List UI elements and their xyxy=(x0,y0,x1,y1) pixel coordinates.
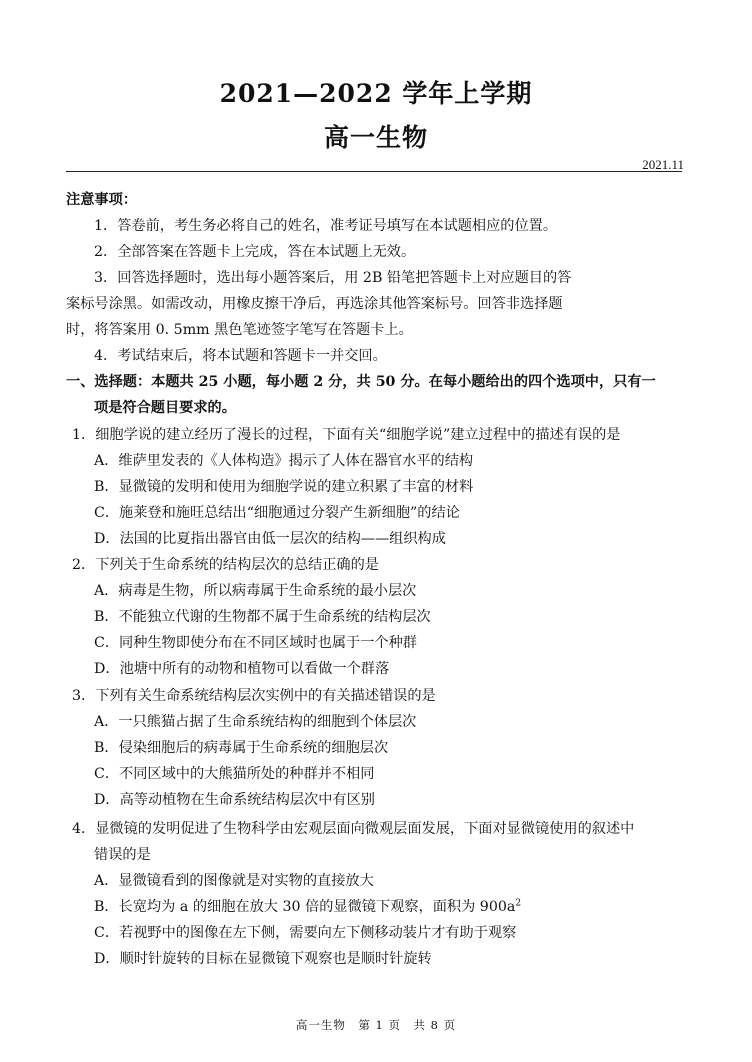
question-3-option-a: A．一只熊猫占据了生命系统结构的细胞到个体层次 xyxy=(94,714,417,730)
question-3-option-d: D．高等动植物在生命系统结构层次中有区别 xyxy=(94,792,375,808)
question-3-option-c: C．不同区域中的大熊猫所处的种群并不相同 xyxy=(94,766,375,782)
notice-item: 1．答卷前，考生务必将自己的姓名，准考证号填写在本试题相应的位置。 xyxy=(94,218,558,234)
question-4-stem: 4．显微镜的发明促进了生物科学由宏观层面向微观层面发展，下面对显微镜使用的叙述中 xyxy=(72,821,635,837)
question-1-stem: 1．细胞学说的建立经历了漫长的过程，下面有关“细胞学说”建立过程中的描述有误的是 xyxy=(72,427,621,443)
question-4-option-a: A．显微镜看到的图像就是对实物的直接放大 xyxy=(94,873,374,889)
question-4-option-b-text: B．长宽均为 a 的细胞在放大 30 倍的显微镜下观察，面积为 900a xyxy=(94,899,516,915)
notice-heading: 注意事项： xyxy=(66,192,137,208)
notice-item: 3．回答选择题时，选出每小题答案后，用 2B 铅笔把答题卡上对应题目的答 xyxy=(94,270,572,286)
question-1-option-c: C．施莱登和施旺总结出“细胞通过分裂产生新细胞”的结论 xyxy=(94,505,460,521)
page-footer: 高一生物 第 1 页 共 8 页 xyxy=(295,1018,457,1032)
question-4-option-b xyxy=(94,898,521,916)
section-heading-cont: 项是符合题目要求的。 xyxy=(94,400,236,416)
question-4-option-d: D．顺时针旋转的目标在显微镜下观察也是顺时针旋转 xyxy=(94,951,432,967)
question-1-option-b: B．显微镜的发明和使用为细胞学说的建立积累了丰富的材料 xyxy=(94,479,474,495)
notice-item: 4．考试结束后，将本试题和答题卡一并交回。 xyxy=(94,348,387,364)
exam-date: 2021.11 xyxy=(642,157,684,172)
header-rule xyxy=(66,171,682,172)
exam-subject: 高一生物 xyxy=(323,123,428,152)
question-1-option-a: A．维萨里发表的《人体构造》揭示了人体在器官水平的结构 xyxy=(94,453,474,469)
question-4-stem-cont: 错误的是 xyxy=(94,847,151,863)
question-2-option-c: C．同种生物即使分布在不同区域时也属于一个种群 xyxy=(94,635,417,651)
notice-item: 时，将答案用 0. 5mm 黑色笔迹签字笔写在答题卡上。 xyxy=(66,322,413,338)
notice-item: 2．全部答案在答题卡上完成，答在本试题上无效。 xyxy=(94,244,416,260)
question-2-stem: 2．下列关于生命系统的结构层次的总结正确的是 xyxy=(72,557,379,573)
superscript-exponent: 2 xyxy=(515,898,522,909)
question-2-option-b: B．不能独立代谢的生物都不属于生命系统的结构层次 xyxy=(94,609,431,625)
question-1-option-d: D．法国的比夏指出器官由低一层次的结构——组织构成 xyxy=(94,531,446,547)
question-4-option-c: C．若视野中的图像在左下侧，需要向左下侧移动装片才有助于观察 xyxy=(94,925,517,941)
question-3-stem: 3．下列有关生命系统结构层次实例中的有关描述错误的是 xyxy=(72,688,436,704)
notice-item: 案标号涂黑。如需改动，用橡皮擦干净后，再选涂其他答案标号。回答非选择题 xyxy=(66,296,563,312)
question-2-option-d: D．池塘中所有的动物和植物可以看做一个群落 xyxy=(94,661,390,677)
section-heading: 一、选择题：本题共 25 小题，每小题 2 分，共 50 分。在每小题给出的四个选项中，只有一 xyxy=(66,374,656,390)
question-2-option-a: A．病毒是生物，所以病毒属于生命系统的最小层次 xyxy=(94,583,417,599)
exam-title: 2021—2022 学年上学期 xyxy=(219,79,533,108)
question-3-option-b: B．侵染细胞后的病毒属于生命系统的细胞层次 xyxy=(94,740,389,756)
